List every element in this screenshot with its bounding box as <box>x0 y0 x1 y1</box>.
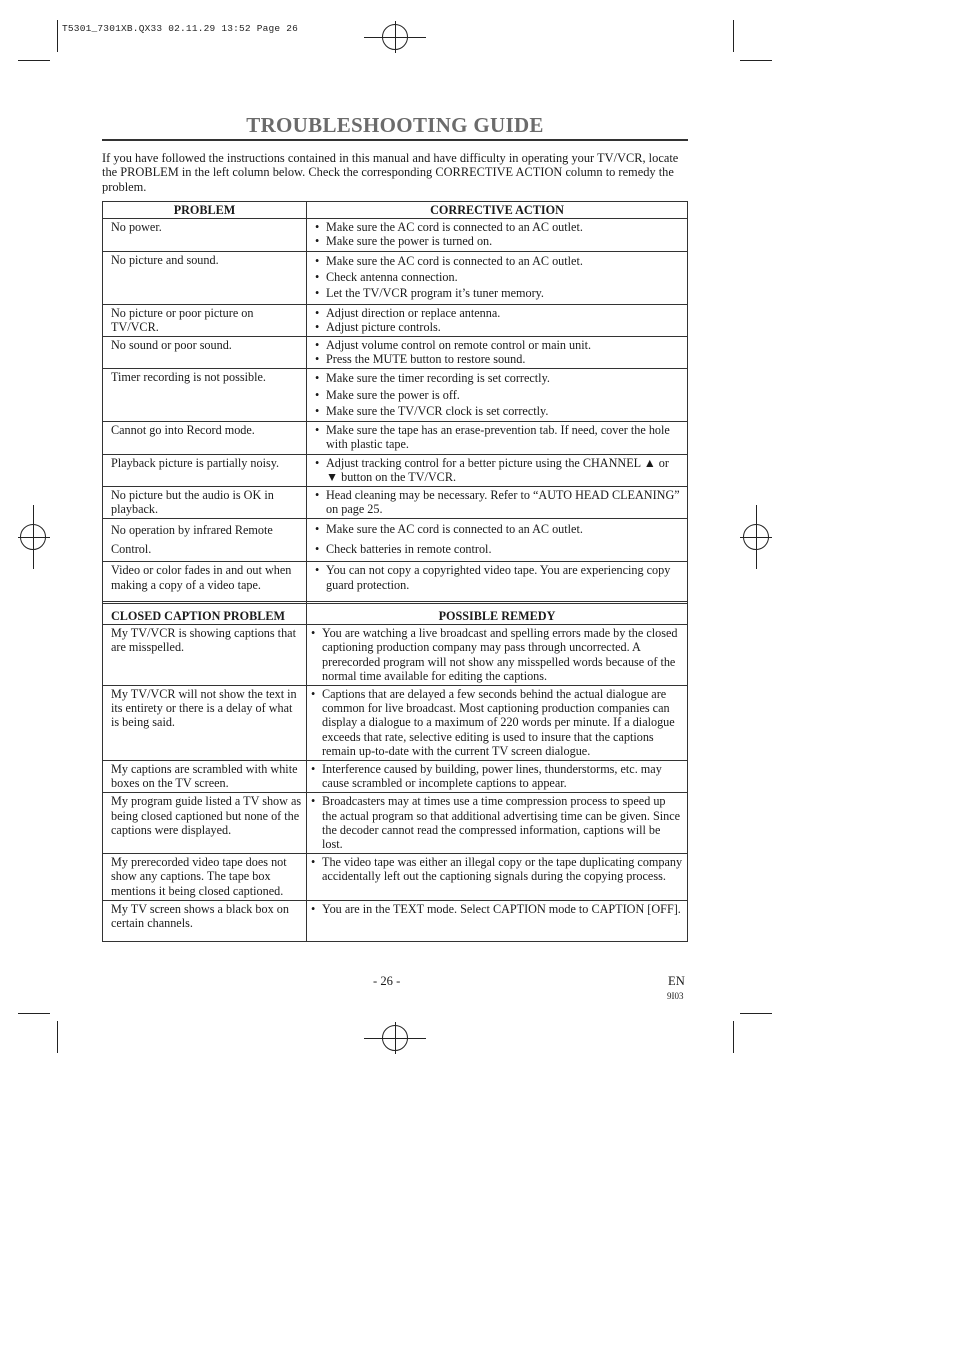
action-item: • Adjust picture controls. <box>315 320 683 334</box>
problem-cell: No picture but the audio is OK in playback. <box>103 487 307 519</box>
remedy-item: • Broadcasters may at times use a time compression process to speed up the actual program so that additional advertising time can be given. Since the decoder cannot read the compressed information, captions will be lost. <box>311 794 683 851</box>
action-cell <box>307 422 688 454</box>
action-item: • Let the TV/VCR program it’s tuner memory. <box>315 285 683 301</box>
table-row <box>103 454 688 486</box>
remedy-item: • You are watching a live broadcast and spelling errors made by the closed captioning production company may pass through uncorrected. A prerecorded program will not show any misspelled words because of the normal time available for editing the captions. <box>311 626 683 683</box>
remedy-cell <box>307 793 688 854</box>
table-row <box>103 487 688 519</box>
problem-cell: No operation by infrared Remote Control. <box>103 519 307 562</box>
table-row <box>103 251 688 304</box>
action-cell <box>307 487 688 519</box>
printer-slug: T5301_7301XB.QX33 02.11.29 13:52 Page 26 <box>62 23 299 34</box>
problem-cell: No sound or poor sound. <box>103 336 307 368</box>
action-cell <box>307 219 688 251</box>
cc-problem-cell: My TV screen shows a black box on certain channels. <box>103 900 307 941</box>
table-row <box>103 625 688 686</box>
remedy-cell <box>307 761 688 793</box>
page-number: - 26 - <box>373 974 401 988</box>
action-cell <box>307 336 688 368</box>
cc-problem-cell: My prerecorded video tape does not show any captions. The tape box mentions it being closed captioned. <box>103 854 307 901</box>
action-item: • Press the MUTE button to restore sound. <box>315 352 683 366</box>
action-item: • Head cleaning may be necessary. Refer to “AUTO HEAD CLEANING” on page 25. <box>315 488 683 516</box>
remedy-item: • The video tape was either an illegal copy or the tape duplicating company accidentally left out the captioning signals during the copying process. <box>311 855 683 883</box>
action-item: • Make sure the AC cord is connected to an AC outlet. <box>315 253 683 269</box>
table-row <box>103 900 688 941</box>
troubleshooting-table <box>102 201 688 604</box>
document-code: 9I03 <box>667 991 684 1001</box>
action-item: • Check antenna connection. <box>315 269 683 285</box>
language-code: EN <box>668 974 685 988</box>
table-row <box>103 336 688 368</box>
problem-cell: Timer recording is not possible. <box>103 369 307 422</box>
action-cell <box>307 562 688 603</box>
problem-cell: Cannot go into Record mode. <box>103 422 307 454</box>
problem-cell: Playback picture is partially noisy. <box>103 454 307 486</box>
table-row <box>103 761 688 793</box>
remedy-item: • Interference caused by building, power lines, thunderstorms, etc. may cause scrambled or incomplete captions to appear. <box>311 762 683 790</box>
page-title: TROUBLESHOOTING GUIDE <box>246 113 544 137</box>
title-rule <box>102 139 688 141</box>
table-header <box>103 202 688 219</box>
action-cell <box>307 454 688 486</box>
action-item: • Make sure the power is turned on. <box>315 234 683 248</box>
action-item: • Make sure the TV/VCR clock is set correctly. <box>315 403 683 419</box>
table-row <box>103 793 688 854</box>
action-item: • Adjust direction or replace antenna. <box>315 306 683 320</box>
table-row <box>103 562 688 603</box>
action-item: • Make sure the tape has an erase-prevention tab. If need, cover the hole with plastic tape. <box>315 423 683 451</box>
closed-caption-table <box>102 601 688 942</box>
table-row <box>103 369 688 422</box>
problem-cell: No picture and sound. <box>103 251 307 304</box>
problem-header: PROBLEM <box>103 202 307 219</box>
action-item: • Adjust volume control on remote control or main unit. <box>315 338 683 352</box>
problem-cell: Video or color fades in and out when making a copy of a video tape. <box>103 562 307 603</box>
action-cell <box>307 369 688 422</box>
action-item: • Check batteries in remote control. <box>315 542 683 556</box>
table-row <box>103 304 688 336</box>
action-item: • Make sure the timer recording is set correctly. <box>315 370 683 386</box>
cc-problem-cell: My program guide listed a TV show as being closed captioned but none of the captions were displayed. <box>103 793 307 854</box>
remedy-cell <box>307 686 688 761</box>
table-row <box>103 686 688 761</box>
action-cell <box>307 251 688 304</box>
remedy-cell <box>307 625 688 686</box>
remedy-item: • Captions that are delayed a few seconds behind the actual dialogue are common for live broadcast. Most captioning production companies can display a dialogue to a maximum of 220 words per minute. If a dialogue exceeds that rate, selective editing is used to insure that the captions remain up-to-date with the current TV screen dialogue. <box>311 687 683 758</box>
remedy-cell <box>307 854 688 901</box>
intro-paragraph: If you have followed the instructions contained in this manual and have difficulty in operating your TV/VCR, locate the PROBLEM in the left column below. Check the corresponding CORRECTIVE ACTION column to remedy the problem. <box>102 151 679 194</box>
remedy-cell <box>307 900 688 941</box>
action-cell <box>307 519 688 562</box>
table-row <box>103 854 688 901</box>
action-item: • Make sure the power is off. <box>315 387 683 403</box>
table-row <box>103 519 688 562</box>
action-item: • Make sure the AC cord is connected to an AC outlet. <box>315 220 683 234</box>
cc-problem-cell: My captions are scrambled with white boxes on the TV screen. <box>103 761 307 793</box>
possible-remedy-header: POSSIBLE REMEDY <box>307 602 688 625</box>
action-item: • You can not copy a copyrighted video tape. You are experiencing copy guard protection. <box>315 563 683 591</box>
cc-problem-cell: My TV/VCR is showing captions that are misspelled. <box>103 625 307 686</box>
action-item: • Make sure the AC cord is connected to an AC outlet. <box>315 522 683 536</box>
cc-problem-cell: My TV/VCR will not show the text in its entirety or there is a delay of what is being said. <box>103 686 307 761</box>
table-row <box>103 219 688 251</box>
corrective-action-header: CORRECTIVE ACTION <box>307 202 688 219</box>
action-cell <box>307 304 688 336</box>
action-item: • Adjust tracking control for a better picture using the CHANNEL ▲ or ▼ button on the TV/VCR. <box>315 456 683 484</box>
cc-problem-header: CLOSED CAPTION PROBLEM <box>103 602 307 625</box>
remedy-item: • You are in the TEXT mode. Select CAPTION mode to CAPTION [OFF]. <box>311 902 683 916</box>
table-row <box>103 422 688 454</box>
problem-cell: No picture or poor picture on TV/VCR. <box>103 304 307 336</box>
problem-cell: No power. <box>103 219 307 251</box>
table-header <box>103 602 688 625</box>
